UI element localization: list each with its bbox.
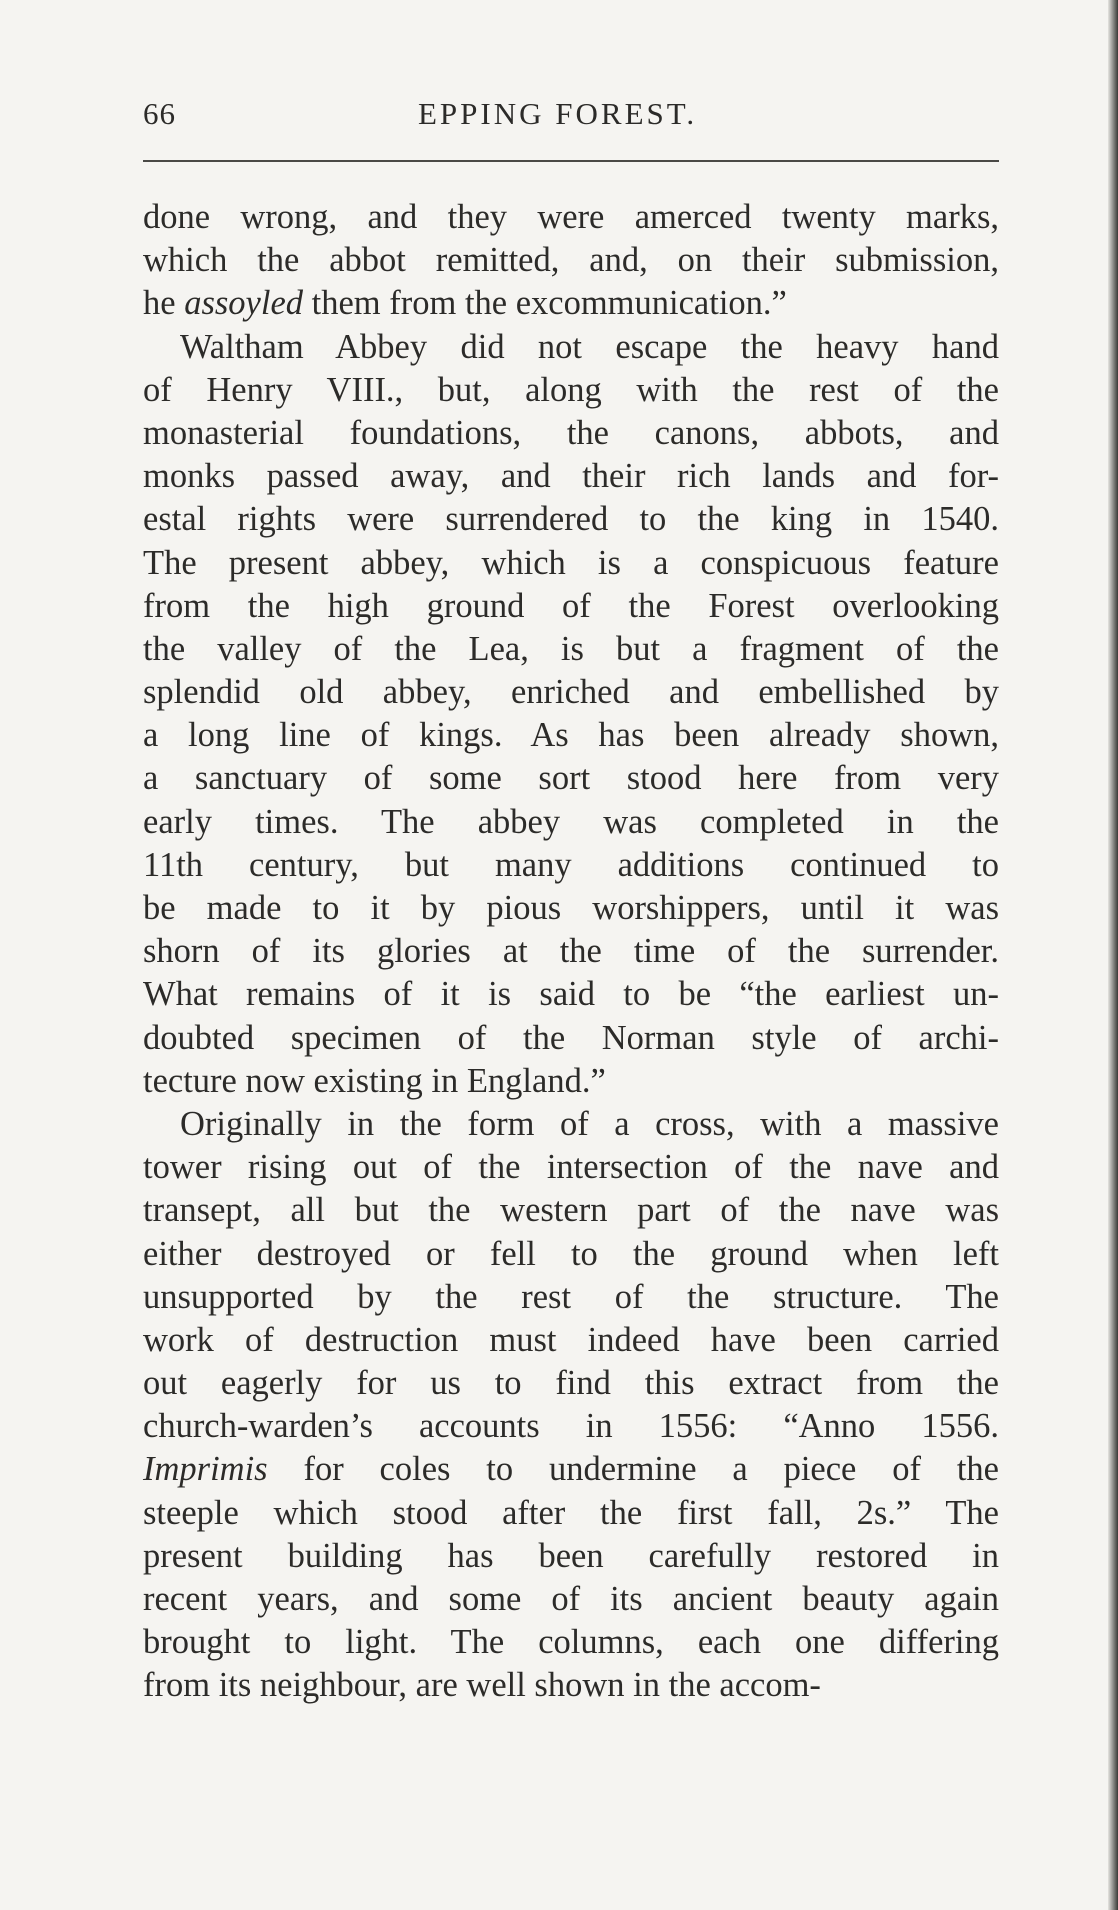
text-line: unsupported by the rest of the structure. The [143, 1277, 999, 1316]
text-line: monks passed away, and their rich lands and for- [143, 457, 999, 496]
text-line: present building has been carefully restored in [143, 1536, 999, 1575]
text-line: brought to light. The columns, each one differing [143, 1623, 999, 1662]
text-line: of Henry VIII., but, along with the rest of the [143, 370, 999, 409]
text-line: a sanctuary of some sort stood here from very [143, 759, 999, 798]
text-line: The present abbey, which is a conspicuous feature [143, 543, 999, 582]
running-head: EPPING FOREST. [418, 96, 698, 131]
text-line: be made to it by pious worshippers, until it was [143, 889, 999, 927]
text-line: splendid old abbey, enriched and embellished by [143, 673, 999, 712]
page-number: 66 [143, 96, 176, 131]
italic-term: assoyled [184, 284, 304, 323]
text-line: transept, all but the western part of the nave was [143, 1191, 999, 1230]
text-line: What remains of it is said to be “the earliest un- [143, 975, 999, 1014]
text-line: done wrong, and they were amerced twenty marks, [143, 198, 999, 236]
text-line: work of destruction must indeed have been carried [143, 1320, 999, 1359]
text-line: Imprimis for coles to undermine a piece of the [143, 1450, 999, 1489]
text-line: the valley of the Lea, is but a fragment of the [143, 629, 999, 668]
page-header [143, 96, 999, 140]
page-edge [1108, 0, 1118, 1910]
text-line: tecture now existing in England.” [143, 1061, 606, 1100]
text-line: either destroyed or fell to the ground when left [143, 1234, 999, 1273]
text-line: he assoyled them from the excommunication.” [143, 284, 787, 323]
text-line: from the high ground of the Forest overlooking [143, 586, 999, 625]
text-line: out eagerly for us to find this extract from the [143, 1364, 999, 1403]
text-line: early times. The abbey was completed in the [143, 802, 999, 841]
text-line: steeple which stood after the first fall, 2s.” The [143, 1493, 999, 1532]
paragraph-p2 [143, 326, 999, 1103]
text-line: doubted specimen of the Norman style of archi- [143, 1018, 999, 1057]
text-line: shorn of its glories at the time of the surrender. [143, 932, 999, 971]
text-line: from its neighbour, are well shown in the accom- [143, 1666, 821, 1705]
paragraph-p1 [143, 196, 999, 326]
text-line: Originally in the form of a cross, with a massive [180, 1104, 999, 1143]
text-line: church-warden’s accounts in 1556: “Anno 1556. [143, 1407, 999, 1446]
italic-term: Imprimis [143, 1450, 268, 1489]
paragraph-p3 [143, 1103, 999, 1708]
text-line: Waltham Abbey did not escape the heavy hand [180, 327, 999, 366]
text-line: a long line of kings. As has been already shown, [143, 716, 999, 755]
text-line: tower rising out of the intersection of the nave and [143, 1148, 999, 1187]
text-line: which the abbot remitted, and, on their submission, [143, 241, 999, 280]
header-rule [143, 160, 999, 162]
text-line: monasterial foundations, the canons, abbots, and [143, 413, 999, 452]
text-line: recent years, and some of its ancient beauty again [143, 1580, 999, 1618]
body-text [143, 196, 999, 1708]
text-line: estal rights were surrendered to the king in 1540. [143, 500, 999, 539]
text-line: 11th century, but many additions continued to [143, 845, 999, 884]
